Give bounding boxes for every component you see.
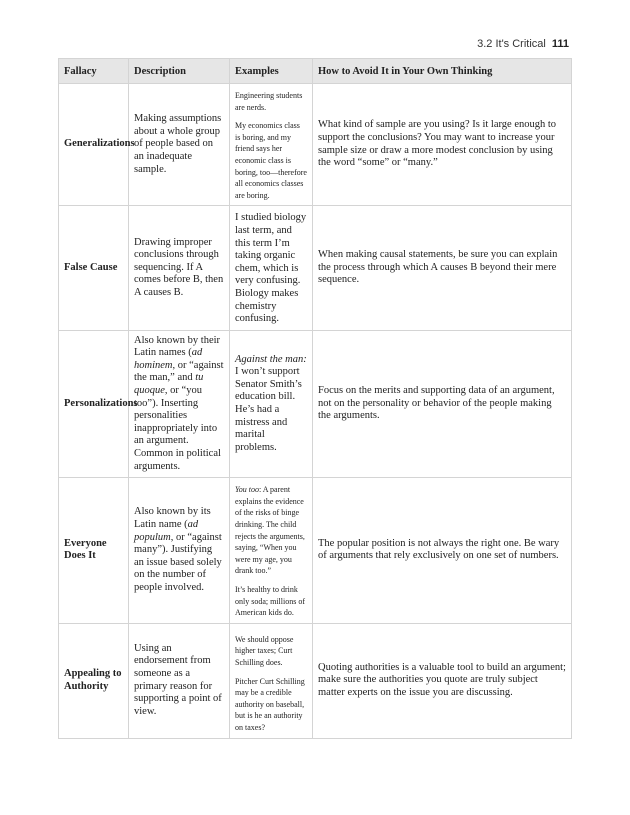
table-row (59, 84, 572, 206)
fallacy-description: Using an endorsement from someone as a primary reason for supporting a point of view. (129, 623, 230, 738)
avoid-advice: The popular position is not always the right one. Be wary of arguments that rely exclusively on one set of numbers. (313, 478, 572, 624)
avoid-advice: Quoting authorities is a valuable tool to build an argument; make sure the authorities you quote are truly subject matter experts on the issue you are discussing. (313, 623, 572, 738)
table-row (59, 478, 572, 624)
fallacy-examples (230, 478, 313, 624)
table-row (59, 330, 572, 478)
example-text: I studied biology last term, and this term I’m taking organic chem, which is very confusing. Biology makes chemistry confusing. (235, 212, 307, 325)
col-header-fallacy: Fallacy (59, 59, 129, 84)
description-text: Also known by its Latin name ( (134, 506, 211, 530)
avoid-advice: What kind of sample are you using? Is it large enough to support the conclusions? You may want to increase your sample size or draw a more modest conclusion by using the word “some” or “many.” (313, 84, 572, 206)
example-text: Pitcher Curt Schilling may be a credible authority on baseball, but is he an authority on taxes? (235, 676, 305, 732)
example-text: I won’t support Senator Smith’s education bill. He’s had a mistress and marital problems. (235, 366, 302, 453)
running-head (477, 38, 569, 50)
fallacy-name: Generalizations (59, 84, 129, 206)
fallacy-name: Appealing to Authority (59, 623, 129, 738)
table-row (59, 623, 572, 738)
col-header-avoid: How to Avoid It in Your Own Thinking (313, 59, 572, 84)
section-title: 3.2 It's Critical (477, 38, 546, 50)
page-number: 111 (551, 38, 569, 50)
avoid-advice: When making causal statements, be sure you can explain the process through which A causes B beyond their mere sequence. (313, 206, 572, 330)
fallacy-description: Making assumptions about a whole group of people based on an inadequate sample. (129, 84, 230, 206)
fallacy-examples (230, 330, 313, 478)
col-header-examples: Examples (230, 59, 313, 84)
fallacies-table (58, 58, 572, 739)
fallacy-name: False Cause (59, 206, 129, 330)
avoid-advice: Focus on the merits and supporting data of an argument, not on the personality or behavior of the people making the arguments. (313, 330, 572, 478)
example-text: : A parent explains the evidence of the risks of binge drinking. The child rejects the arguments, saying, “When you were my age, you drank too.” (235, 485, 305, 576)
fallacy-examples (230, 84, 313, 206)
example-text: Engineering students are nerds. (235, 91, 303, 112)
latin-term: ad hominem (134, 347, 203, 371)
table-row (59, 206, 572, 330)
description-text: , or “against the man,” and (134, 359, 224, 384)
fallacy-name: Everyone Does It (59, 478, 129, 624)
col-header-description: Description (129, 59, 230, 84)
example-lead: Against the man: (235, 353, 307, 365)
example-text: My economics class is boring, and my friend says her economic class is boring, too—therefore all economics classes are boring. (235, 121, 307, 200)
example-text: It’s healthy to drink only soda; millions of American kids do. (235, 584, 305, 618)
example-text: We should oppose higher taxes; Curt Schilling does. (235, 634, 294, 667)
description-text: Also known by their Latin names ( (134, 334, 221, 359)
fallacy-name: Personalizations (59, 330, 129, 478)
fallacy-description (129, 478, 230, 624)
fallacy-description: Drawing improper conclusions through sequencing. If A comes before B, then A causes B. (129, 206, 230, 330)
description-text: , or “you too”). Inserting personalities inappropriately into an argument. Common in political arguments. (134, 385, 221, 472)
latin-term: tu quoque (134, 372, 204, 397)
example-lead: You too (235, 485, 259, 495)
table-header-row (59, 59, 572, 84)
latin-term: ad populum (134, 519, 199, 543)
fallacy-description (129, 330, 230, 478)
fallacy-examples (230, 623, 313, 738)
description-text: , or “against many”). Justifying an issue based solely on the number of people involved. (134, 531, 222, 593)
fallacy-examples (230, 206, 313, 330)
